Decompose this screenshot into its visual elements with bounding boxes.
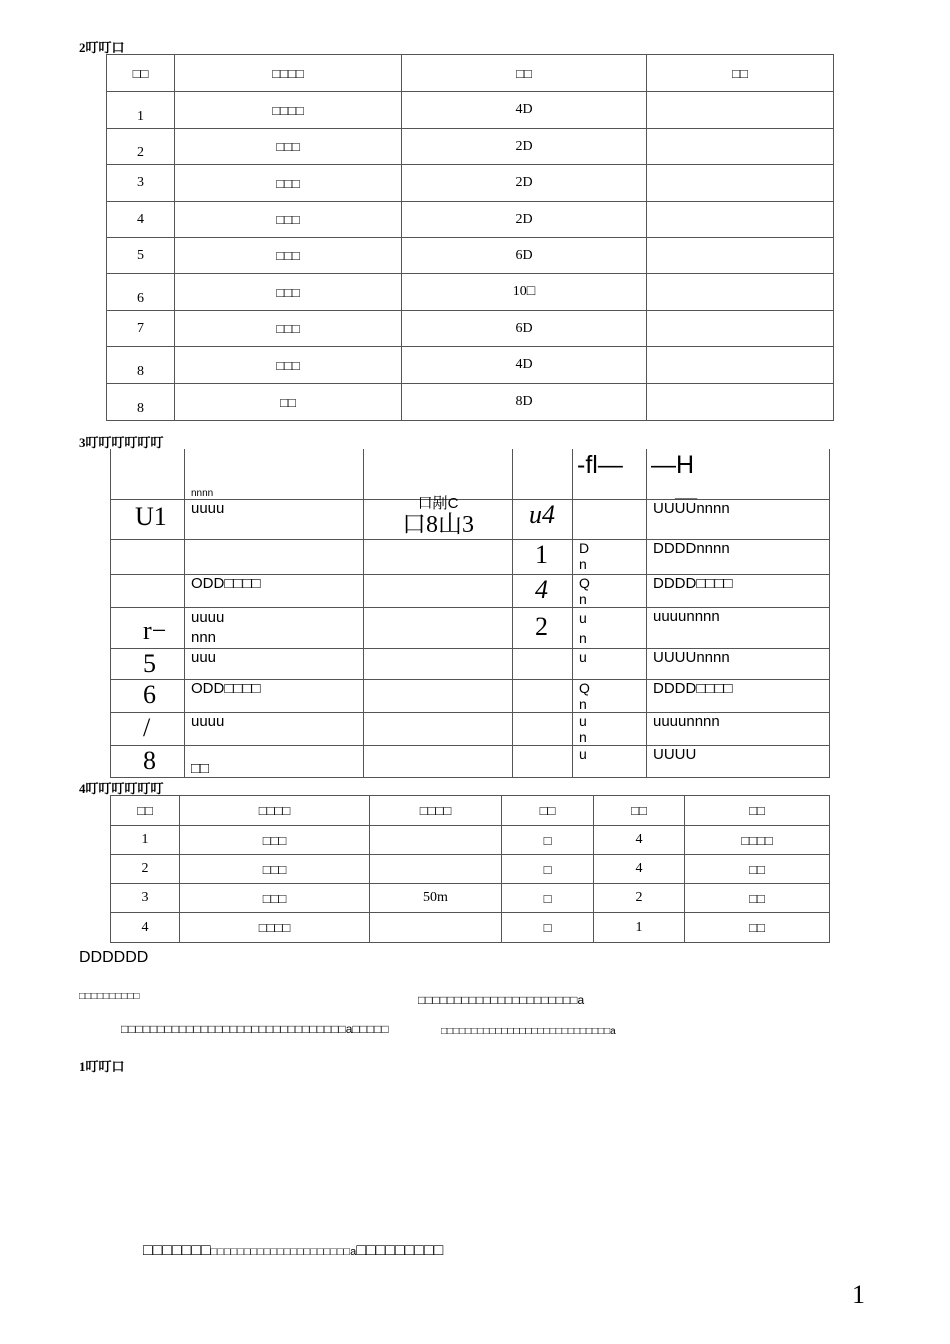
table-row	[107, 311, 834, 347]
cell-name: □□□	[175, 165, 402, 202]
cell-empty	[364, 712, 513, 745]
header-cell: □□	[685, 796, 830, 826]
cell-code-text: DDDDnnnn	[647, 539, 830, 574]
cell-index: r−	[111, 607, 185, 648]
cell-length	[370, 855, 502, 884]
cell-note: □□	[685, 855, 830, 884]
cell-note	[647, 202, 834, 238]
header-cell: □□	[594, 796, 685, 826]
cell-value: 4D	[402, 347, 647, 384]
table-row	[107, 274, 834, 311]
row-number: 2	[111, 855, 180, 884]
cell-quantity: 4	[594, 826, 685, 855]
cell-value: 4D	[402, 92, 647, 129]
header-cell: □□	[111, 796, 180, 826]
row-number: 3	[111, 884, 180, 913]
footer-text-tail: □□□□□□□□□	[356, 1242, 444, 1259]
cell-code: Q n	[573, 679, 647, 712]
header-cell: □□	[402, 55, 647, 92]
cell-note	[647, 274, 834, 311]
cell-length: 50m	[370, 884, 502, 913]
cell-symbol	[513, 745, 573, 777]
header-cell: nnnn	[185, 449, 364, 499]
cell-value: 2D	[402, 202, 647, 238]
cell-name: □□□	[180, 826, 370, 855]
cell-name: □□□	[175, 238, 402, 274]
cell-symbol: u4	[513, 499, 573, 539]
table-row	[111, 648, 830, 679]
table-row	[107, 384, 834, 421]
cell-value: 2D	[402, 165, 647, 202]
cell-text: ODD□□□□	[185, 574, 364, 607]
table-row	[111, 745, 830, 777]
cell-text: ODD□□□□	[185, 679, 364, 712]
cell-empty	[364, 607, 513, 648]
cell-code-text: UUUU	[647, 745, 830, 777]
cell-note	[647, 129, 834, 165]
row-number: 1	[107, 92, 175, 129]
cell-code-text: UUUUnnnn	[647, 648, 830, 679]
header-cell: □□□□	[180, 796, 370, 826]
table-row	[111, 884, 830, 913]
table-row	[111, 826, 830, 855]
table-row	[111, 607, 830, 648]
cell-value: 10□	[402, 274, 647, 311]
section-4-title: 4叮叮叮叮叮叮	[79, 781, 164, 796]
cell-length	[370, 826, 502, 855]
table-row	[111, 679, 830, 712]
cell-code-text: uuuunnnn	[647, 607, 830, 648]
cell-text: uuuu	[185, 712, 364, 745]
cell-note: □□	[685, 884, 830, 913]
table-row	[111, 574, 830, 607]
page-number: 1	[852, 1280, 865, 1309]
row-number: 6	[107, 274, 175, 311]
section-2-title: 2叮叮口	[79, 40, 125, 55]
header-cell: □□□□	[175, 55, 402, 92]
cell-code: u	[573, 648, 647, 679]
text-heading: DDDDDD	[79, 949, 149, 966]
cell-value: 8D	[402, 384, 647, 421]
footer-text-middle: □□□□□□□□□□□□□□□□□□□□□a	[210, 1246, 357, 1258]
cell-symbol	[513, 648, 573, 679]
section-3-title: 3叮叮叮叮叮叮	[79, 435, 164, 450]
cell-code-text: DDDD□□□□	[647, 679, 830, 712]
section-2-table	[106, 54, 834, 421]
cell-text	[185, 539, 364, 574]
cell-length	[370, 913, 502, 943]
cell-note: □□□□	[685, 826, 830, 855]
cell-note	[647, 92, 834, 129]
text-line1-left: □□□□□□□□□□	[79, 991, 140, 1002]
header-col6-subtext: ____	[675, 489, 698, 500]
cell-index: U1	[111, 499, 185, 539]
cell-symbol: 4	[513, 574, 573, 607]
cell-empty	[364, 648, 513, 679]
table-header-row	[111, 449, 830, 499]
header-cell: □□	[502, 796, 594, 826]
cell-symbol: 1	[513, 539, 573, 574]
table-header-row	[111, 796, 830, 826]
cell-empty	[364, 539, 513, 574]
cell-unit: □	[502, 913, 594, 943]
cell-index: 8	[111, 745, 185, 777]
cell-text: uuu	[185, 648, 364, 679]
cell-code: D n	[573, 539, 647, 574]
cell-code-text: uuuunnnn	[647, 712, 830, 745]
cell-note	[647, 311, 834, 347]
table-header-row	[107, 55, 834, 92]
cell-text: uuuu	[185, 499, 364, 539]
section-3-table	[110, 449, 830, 778]
text-line2-left: □□□□□□□□□□□□□□□□□□□□□□□□□□□□□□□a□□□□□	[121, 1022, 389, 1036]
cell-quantity: 4	[594, 855, 685, 884]
row-number: 4	[107, 202, 175, 238]
cell-empty	[364, 679, 513, 712]
cell-name: □□□	[175, 311, 402, 347]
cell-name: □□□□	[175, 92, 402, 129]
footer-text	[143, 1242, 443, 1260]
cell-empty	[364, 745, 513, 777]
header-cell-empty	[111, 449, 185, 499]
cell-value: 6D	[402, 311, 647, 347]
cell-symbol	[513, 679, 573, 712]
row-number: 4	[111, 913, 180, 943]
header-cell: □□□□	[370, 796, 502, 826]
text-line2-right: □□□□□□□□□□□□□□□□□□□□□□□□□□□□a	[441, 1026, 616, 1037]
header-cell: □□	[107, 55, 175, 92]
cell-index: 6	[111, 679, 185, 712]
cell-overlay: 口8山3	[364, 499, 513, 539]
cell-note	[647, 347, 834, 384]
row-number: 1	[111, 826, 180, 855]
table-row	[111, 712, 830, 745]
header-cell	[364, 449, 513, 512]
cell-code: u n	[573, 607, 647, 648]
table-row	[111, 539, 830, 574]
cell-index	[111, 574, 185, 607]
cell-index: /	[111, 712, 185, 745]
table-row	[107, 347, 834, 384]
header-cell	[647, 449, 830, 499]
cell-code: Q n	[573, 574, 647, 607]
table-row	[111, 499, 830, 539]
cell-value: 6D	[402, 238, 647, 274]
table-row	[107, 238, 834, 274]
cell-code: u n	[573, 712, 647, 745]
section-1-title: 1叮叮口	[79, 1059, 125, 1074]
footer-text-lead: □□□□□□□	[143, 1242, 211, 1259]
row-number: 2	[107, 129, 175, 165]
cell-quantity: 2	[594, 884, 685, 913]
header-col3-text: 口剐C	[417, 494, 459, 512]
cell-code-text: DDDD□□□□	[647, 574, 830, 607]
cell-name: □□□	[175, 347, 402, 384]
row-number: 3	[107, 165, 175, 202]
cell-note: □□	[685, 913, 830, 943]
table-row	[107, 92, 834, 129]
cell-name: □□□	[180, 884, 370, 913]
cell-name: □□□	[175, 274, 402, 311]
table-row	[111, 913, 830, 943]
cell-note	[647, 165, 834, 202]
cell-index: 5	[111, 648, 185, 679]
table-row	[107, 165, 834, 202]
cell-note	[647, 238, 834, 274]
cell-symbol	[513, 712, 573, 745]
cell-empty	[364, 574, 513, 607]
row-number: 7	[107, 311, 175, 347]
table-row	[107, 202, 834, 238]
cell-note	[647, 384, 834, 421]
cell-quantity: 1	[594, 913, 685, 943]
cell-unit: □	[502, 884, 594, 913]
cell-name: □□□	[175, 202, 402, 238]
cell-name: □□□□	[180, 913, 370, 943]
section-4-table	[110, 795, 830, 943]
table-row	[107, 129, 834, 165]
cell-index	[111, 539, 185, 574]
cell-code-text: UUUUnnnn	[647, 499, 830, 539]
cell-value: 2D	[402, 129, 647, 165]
row-number: 8	[107, 347, 175, 384]
header-cell-empty	[513, 449, 573, 499]
header-cell: □□	[647, 55, 834, 92]
cell-unit: □	[502, 855, 594, 884]
table-row	[111, 855, 830, 884]
cell-name: □□□	[175, 129, 402, 165]
cell-text: □□	[185, 745, 364, 777]
cell-unit: □	[502, 826, 594, 855]
row-number: 8	[107, 384, 175, 421]
cell-code	[573, 499, 647, 539]
cell-symbol: 2	[513, 607, 573, 648]
header-col6-text: —H	[651, 451, 695, 479]
cell-text: uuuu nnn	[185, 607, 364, 648]
cell-name: □□	[175, 384, 402, 421]
text-line1-right: □□□□□□□□□□□□□□□□□□□□□□a	[418, 993, 585, 1007]
header-cell: -fl—	[573, 449, 647, 499]
cell-name: □□□	[180, 855, 370, 884]
row-number: 5	[107, 238, 175, 274]
cell-code: u	[573, 745, 647, 777]
